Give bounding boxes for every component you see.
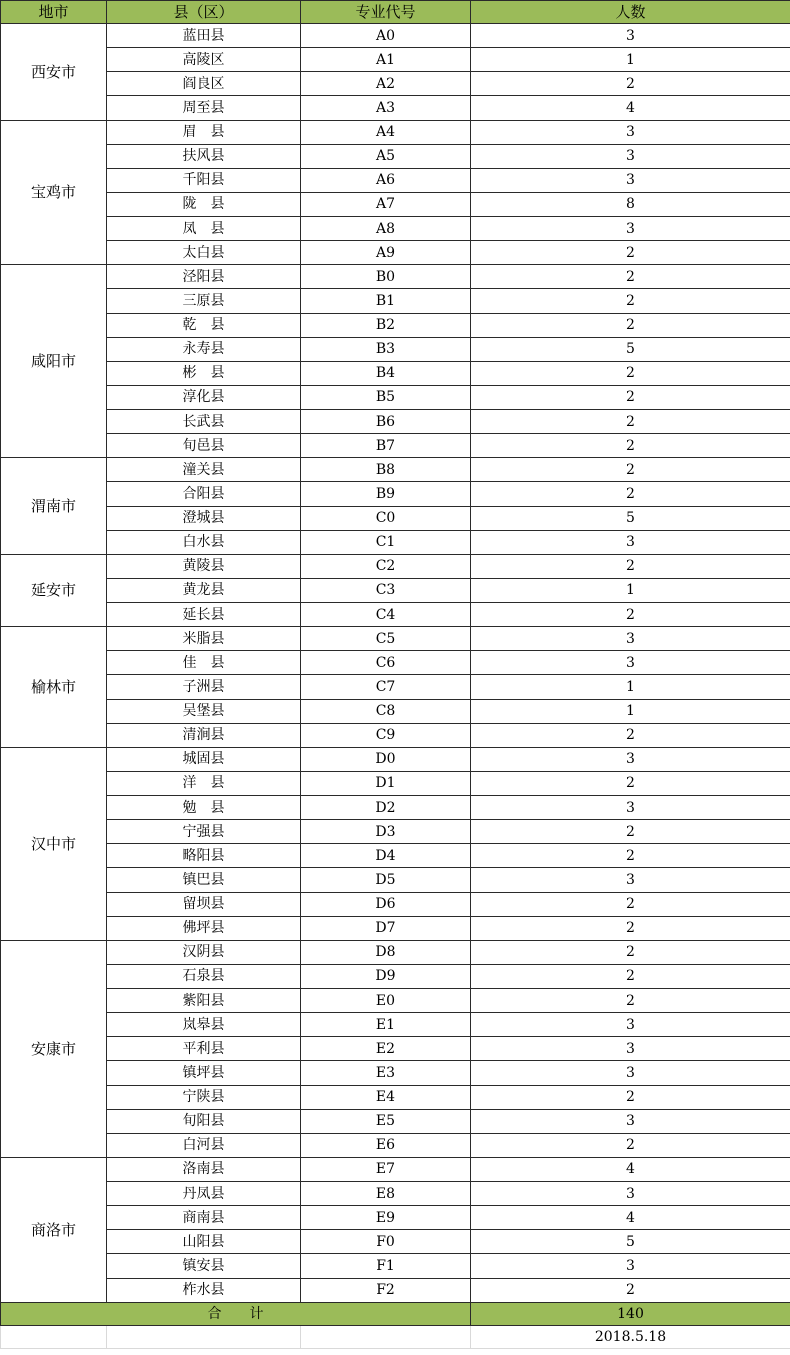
table-row [1, 241, 790, 265]
code-cell[interactable]: E9 [301, 1206, 471, 1230]
table-row [1, 916, 790, 940]
date-row [1, 1325, 790, 1348]
code-cell[interactable]: E2 [301, 1037, 471, 1061]
table-row [1, 48, 790, 72]
total-row [1, 1302, 790, 1325]
county-cell[interactable]: 长武县 [107, 410, 301, 434]
table-row [1, 168, 790, 192]
count-cell[interactable]: 3 [471, 747, 790, 771]
empty-cell[interactable] [301, 1325, 471, 1348]
county-cell[interactable]: 镇巴县 [107, 868, 301, 892]
county-cell[interactable]: 潼关县 [107, 458, 301, 482]
table-row [1, 771, 790, 795]
county-cell[interactable]: 乾 县 [107, 313, 301, 337]
table-row [1, 192, 790, 216]
table-row [1, 1061, 790, 1085]
county-cell[interactable]: 岚皋县 [107, 1013, 301, 1037]
count-cell[interactable]: 3 [471, 868, 790, 892]
code-cell[interactable]: C2 [301, 554, 471, 578]
county-cell[interactable]: 白河县 [107, 1133, 301, 1157]
code-cell[interactable]: D1 [301, 771, 471, 795]
count-cell[interactable]: 2 [471, 361, 790, 385]
city-cell[interactable]: 安康市 [1, 940, 107, 1157]
count-cell[interactable]: 2 [471, 434, 790, 458]
county-cell[interactable]: 紫阳县 [107, 989, 301, 1013]
count-cell[interactable]: 3 [471, 796, 790, 820]
code-cell[interactable]: E5 [301, 1109, 471, 1133]
table-row [1, 313, 790, 337]
county-cell[interactable]: 眉 县 [107, 120, 301, 144]
table-row [1, 530, 790, 554]
table-row [1, 964, 790, 988]
code-cell[interactable]: C8 [301, 699, 471, 723]
county-cell[interactable]: 澄城县 [107, 506, 301, 530]
table-row [1, 144, 790, 168]
city-cell[interactable]: 商洛市 [1, 1157, 107, 1302]
count-cell[interactable]: 5 [471, 337, 790, 361]
count-cell[interactable]: 3 [471, 217, 790, 241]
county-cell[interactable]: 旬阳县 [107, 1109, 301, 1133]
count-cell[interactable]: 2 [471, 265, 790, 289]
county-cell[interactable]: 永寿县 [107, 337, 301, 361]
count-cell[interactable]: 1 [471, 48, 790, 72]
count-cell[interactable]: 2 [471, 1278, 790, 1302]
county-cell[interactable]: 佳 县 [107, 651, 301, 675]
code-cell[interactable]: C7 [301, 675, 471, 699]
count-cell[interactable]: 3 [471, 1182, 790, 1206]
code-cell[interactable]: B5 [301, 385, 471, 409]
table-row [1, 675, 790, 699]
code-cell[interactable]: B2 [301, 313, 471, 337]
header-row [1, 1, 790, 24]
table-row [1, 506, 790, 530]
county-cell[interactable]: 柞水县 [107, 1278, 301, 1302]
county-cell[interactable]: 镇安县 [107, 1254, 301, 1278]
count-cell[interactable]: 3 [471, 651, 790, 675]
county-cell[interactable]: 城固县 [107, 747, 301, 771]
code-cell[interactable]: F1 [301, 1254, 471, 1278]
count-cell[interactable]: 5 [471, 1230, 790, 1254]
county-cell[interactable]: 白水县 [107, 530, 301, 554]
county-cell[interactable]: 子洲县 [107, 675, 301, 699]
code-cell[interactable]: C9 [301, 723, 471, 747]
code-cell[interactable]: B8 [301, 458, 471, 482]
table-row [1, 1206, 790, 1230]
city-cell[interactable]: 榆林市 [1, 627, 107, 748]
code-cell[interactable]: E0 [301, 989, 471, 1013]
county-cell[interactable]: 陇 县 [107, 192, 301, 216]
county-cell[interactable]: 合阳县 [107, 482, 301, 506]
table-row [1, 96, 790, 120]
code-cell[interactable]: B3 [301, 337, 471, 361]
code-cell[interactable]: A4 [301, 120, 471, 144]
count-cell[interactable]: 3 [471, 24, 790, 48]
code-cell[interactable]: D2 [301, 796, 471, 820]
count-cell[interactable]: 3 [471, 120, 790, 144]
count-cell[interactable]: 2 [471, 554, 790, 578]
county-cell[interactable]: 延长县 [107, 603, 301, 627]
count-cell[interactable]: 2 [471, 313, 790, 337]
count-cell[interactable]: 2 [471, 771, 790, 795]
count-cell[interactable]: 1 [471, 675, 790, 699]
code-cell[interactable]: C6 [301, 651, 471, 675]
code-cell[interactable]: D9 [301, 964, 471, 988]
table-row [1, 458, 790, 482]
code-cell[interactable]: D0 [301, 747, 471, 771]
table-row [1, 844, 790, 868]
count-cell[interactable]: 2 [471, 458, 790, 482]
city-cell[interactable]: 咸阳市 [1, 265, 107, 458]
count-cell[interactable]: 2 [471, 1133, 790, 1157]
table-row [1, 1085, 790, 1109]
table-row [1, 72, 790, 96]
code-cell[interactable]: D4 [301, 844, 471, 868]
table-row [1, 1133, 790, 1157]
count-cell[interactable]: 2 [471, 241, 790, 265]
count-cell[interactable]: 4 [471, 1157, 790, 1181]
code-cell[interactable]: D8 [301, 940, 471, 964]
header-county[interactable]: 县（区） [107, 1, 301, 24]
table-row [1, 265, 790, 289]
code-cell[interactable]: B0 [301, 265, 471, 289]
code-cell[interactable]: A8 [301, 217, 471, 241]
county-cell[interactable]: 宁陕县 [107, 1085, 301, 1109]
county-cell[interactable]: 洛南县 [107, 1157, 301, 1181]
county-cell[interactable]: 淳化县 [107, 385, 301, 409]
city-cell[interactable]: 汉中市 [1, 747, 107, 940]
code-cell[interactable]: D3 [301, 820, 471, 844]
county-cell[interactable]: 略阳县 [107, 844, 301, 868]
count-cell[interactable]: 2 [471, 820, 790, 844]
table-row [1, 1254, 790, 1278]
code-cell[interactable]: C3 [301, 578, 471, 602]
total-label[interactable]: 合 计 [1, 1302, 471, 1325]
county-cell[interactable]: 商南县 [107, 1206, 301, 1230]
city-cell[interactable]: 宝鸡市 [1, 120, 107, 265]
code-cell[interactable]: C0 [301, 506, 471, 530]
table-row [1, 940, 790, 964]
county-cell[interactable]: 高陵区 [107, 48, 301, 72]
code-cell[interactable]: E3 [301, 1061, 471, 1085]
table-row [1, 1157, 790, 1181]
count-cell[interactable]: 2 [471, 72, 790, 96]
county-cell[interactable]: 米脂县 [107, 627, 301, 651]
county-cell[interactable]: 石泉县 [107, 964, 301, 988]
code-cell[interactable]: B4 [301, 361, 471, 385]
county-cell[interactable]: 扶风县 [107, 144, 301, 168]
county-cell[interactable]: 勉 县 [107, 796, 301, 820]
county-cell[interactable]: 太白县 [107, 241, 301, 265]
count-cell[interactable]: 8 [471, 192, 790, 216]
county-cell[interactable]: 吴堡县 [107, 699, 301, 723]
table-row [1, 410, 790, 434]
county-cell[interactable]: 平利县 [107, 1037, 301, 1061]
county-cell[interactable]: 千阳县 [107, 168, 301, 192]
code-cell[interactable]: D7 [301, 916, 471, 940]
code-cell[interactable]: C5 [301, 627, 471, 651]
county-cell[interactable]: 泾阳县 [107, 265, 301, 289]
table-row [1, 434, 790, 458]
count-cell[interactable]: 2 [471, 385, 790, 409]
count-cell[interactable]: 1 [471, 578, 790, 602]
count-cell[interactable]: 2 [471, 482, 790, 506]
table-row [1, 361, 790, 385]
table-row [1, 820, 790, 844]
count-cell[interactable]: 2 [471, 844, 790, 868]
count-cell[interactable]: 3 [471, 1109, 790, 1133]
table-row [1, 482, 790, 506]
count-cell[interactable]: 4 [471, 1206, 790, 1230]
table-row [1, 989, 790, 1013]
code-cell[interactable]: B9 [301, 482, 471, 506]
city-cell[interactable]: 西安市 [1, 24, 107, 121]
county-cell[interactable]: 凤 县 [107, 217, 301, 241]
table-row [1, 385, 790, 409]
count-cell[interactable]: 1 [471, 699, 790, 723]
county-cell[interactable]: 留坝县 [107, 892, 301, 916]
table-row [1, 603, 790, 627]
empty-cell[interactable] [107, 1325, 301, 1348]
count-cell[interactable]: 2 [471, 289, 790, 313]
table-row [1, 699, 790, 723]
county-cell[interactable]: 彬 县 [107, 361, 301, 385]
count-cell[interactable]: 2 [471, 989, 790, 1013]
table-row [1, 554, 790, 578]
table-row [1, 868, 790, 892]
code-cell[interactable]: B1 [301, 289, 471, 313]
county-cell[interactable]: 黄龙县 [107, 578, 301, 602]
count-cell[interactable]: 2 [471, 940, 790, 964]
code-cell[interactable]: C1 [301, 530, 471, 554]
table-row [1, 120, 790, 144]
table-row [1, 627, 790, 651]
table-row [1, 217, 790, 241]
table-row [1, 1230, 790, 1254]
count-cell[interactable]: 2 [471, 410, 790, 434]
count-cell[interactable]: 3 [471, 1013, 790, 1037]
county-cell[interactable]: 旬邑县 [107, 434, 301, 458]
count-cell[interactable]: 3 [471, 530, 790, 554]
county-cell[interactable]: 镇坪县 [107, 1061, 301, 1085]
table-row [1, 1278, 790, 1302]
count-cell[interactable]: 2 [471, 964, 790, 988]
code-cell[interactable]: B7 [301, 434, 471, 458]
table-row [1, 578, 790, 602]
table-row [1, 24, 790, 48]
code-cell[interactable]: A9 [301, 241, 471, 265]
count-cell[interactable]: 3 [471, 1254, 790, 1278]
count-cell[interactable]: 4 [471, 96, 790, 120]
county-cell[interactable]: 阎良区 [107, 72, 301, 96]
code-cell[interactable]: A1 [301, 48, 471, 72]
code-cell[interactable]: D5 [301, 868, 471, 892]
code-cell[interactable]: B6 [301, 410, 471, 434]
count-cell[interactable]: 3 [471, 627, 790, 651]
table-row [1, 1182, 790, 1206]
code-cell[interactable]: F0 [301, 1230, 471, 1254]
count-cell[interactable]: 2 [471, 916, 790, 940]
header-city[interactable]: 地市 [1, 1, 107, 24]
count-cell[interactable]: 3 [471, 1061, 790, 1085]
county-cell[interactable]: 佛坪县 [107, 916, 301, 940]
table-row [1, 892, 790, 916]
county-cell[interactable]: 山阳县 [107, 1230, 301, 1254]
county-cell[interactable]: 洋 县 [107, 771, 301, 795]
code-cell[interactable]: F2 [301, 1278, 471, 1302]
table-row [1, 796, 790, 820]
count-cell[interactable]: 2 [471, 1085, 790, 1109]
count-cell[interactable]: 2 [471, 892, 790, 916]
code-cell[interactable]: A6 [301, 168, 471, 192]
count-cell[interactable]: 3 [471, 168, 790, 192]
table-row [1, 1037, 790, 1061]
code-cell[interactable]: E7 [301, 1157, 471, 1181]
empty-cell[interactable] [1, 1325, 107, 1348]
date-cell[interactable]: 2018.5.18 [471, 1325, 790, 1348]
table-body [1, 24, 790, 1303]
county-cell[interactable]: 汉阴县 [107, 940, 301, 964]
table-row [1, 747, 790, 771]
code-cell[interactable]: A3 [301, 96, 471, 120]
city-cell[interactable]: 渭南市 [1, 458, 107, 555]
county-cell[interactable]: 丹凤县 [107, 1182, 301, 1206]
table-row [1, 337, 790, 361]
table-row [1, 723, 790, 747]
county-cell[interactable]: 宁强县 [107, 820, 301, 844]
table-row [1, 651, 790, 675]
count-cell[interactable]: 2 [471, 723, 790, 747]
code-cell[interactable]: A5 [301, 144, 471, 168]
county-cell[interactable]: 清涧县 [107, 723, 301, 747]
code-cell[interactable]: E6 [301, 1133, 471, 1157]
table-row [1, 289, 790, 313]
table-row [1, 1109, 790, 1133]
count-cell[interactable]: 2 [471, 603, 790, 627]
county-cell[interactable]: 黄陵县 [107, 554, 301, 578]
header-count[interactable]: 人数 [471, 1, 790, 24]
count-cell[interactable]: 3 [471, 144, 790, 168]
code-cell[interactable]: C4 [301, 603, 471, 627]
code-cell[interactable]: D6 [301, 892, 471, 916]
code-cell[interactable]: A0 [301, 24, 471, 48]
county-cell[interactable]: 蓝田县 [107, 24, 301, 48]
code-cell[interactable]: E8 [301, 1182, 471, 1206]
code-cell[interactable]: E4 [301, 1085, 471, 1109]
header-code[interactable]: 专业代号 [301, 1, 471, 24]
city-cell[interactable]: 延安市 [1, 554, 107, 626]
county-cell[interactable]: 三原县 [107, 289, 301, 313]
count-cell[interactable]: 5 [471, 506, 790, 530]
county-cell[interactable]: 周至县 [107, 96, 301, 120]
total-value[interactable]: 140 [471, 1302, 790, 1325]
code-cell[interactable]: A7 [301, 192, 471, 216]
table-row [1, 1013, 790, 1037]
count-cell[interactable]: 3 [471, 1037, 790, 1061]
code-cell[interactable]: A2 [301, 72, 471, 96]
code-cell[interactable]: E1 [301, 1013, 471, 1037]
